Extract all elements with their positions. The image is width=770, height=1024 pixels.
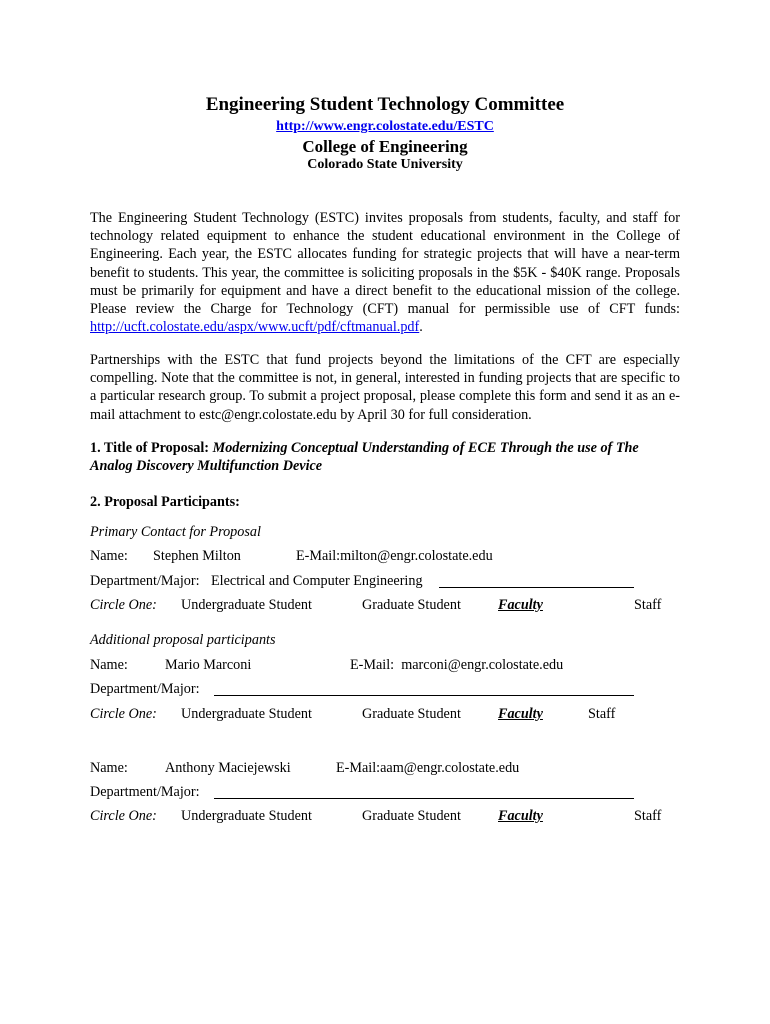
dept-underline — [439, 587, 634, 588]
option-staff[interactable]: Staff — [634, 597, 662, 613]
committee-url[interactable] — [0, 119, 770, 135]
name-label: Name: — [90, 657, 128, 673]
section-2-label: 2. Proposal Participants: — [90, 494, 240, 510]
option-faculty-selected[interactable]: Faculty — [498, 597, 543, 613]
intro-paragraph-1-end: . — [419, 319, 423, 336]
intro-paragraph-2: Partnerships with the ESTC that fund projects beyond the limitations of the CFT are especially compelling. Note that the committee is not, in general, interested in funding projects that are specific to a particular research group. To submit a project proposal, please complete this form and send it as an e-mail attachment to estc@engr.colostate.edu by April 30 for full consideration. — [90, 352, 680, 423]
option-graduate[interactable]: Graduate Student — [362, 808, 461, 824]
option-graduate[interactable]: Graduate Student — [362, 706, 461, 722]
option-undergraduate[interactable]: Undergraduate Student — [181, 808, 312, 824]
option-undergraduate[interactable]: Undergraduate Student — [181, 597, 312, 613]
intro-paragraph-1 — [90, 209, 680, 336]
proposal-title-text-1: Modernizing Conceptual Understanding of ECE Through the use of The — [212, 440, 639, 456]
option-staff[interactable]: Staff — [588, 706, 616, 722]
circle-one-label: Circle One: — [90, 597, 157, 613]
participant-1-name: Stephen Milton — [153, 548, 241, 564]
intro-paragraph-1-text: The Engineering Student Technology (ESTC) invites proposals from students, faculty, and staff for technology related equipment to enhance the student educational environment in the College of Engineering. Each year, the ESTC allocates funding for strategic projects that will have a near-term benefit to students. This year, the committee is soliciting proposals in the $5K - $40K range. Proposals must be primarily for equipment and have a direct benefit to the educational mission of the college. Please review the Charge for Technology (CFT) manual for permissible use of CFT funds: — [90, 210, 680, 318]
dept-label: Department/Major: — [90, 681, 200, 697]
participant-3-name: Anthony Maciejewski — [165, 760, 291, 776]
participant-1-email: E-Mail:milton@engr.colostate.edu — [296, 548, 493, 564]
college-name: College of Engineering — [302, 137, 468, 156]
option-faculty-selected[interactable]: Faculty — [498, 808, 543, 824]
name-label: Name: — [90, 548, 128, 564]
name-label: Name: — [90, 760, 128, 776]
option-faculty-selected[interactable]: Faculty — [498, 706, 543, 722]
cft-manual-link[interactable]: http://ucft.colostate.edu/aspx/www.ucft/pdf/cftmanual.pdf — [90, 319, 420, 336]
option-staff[interactable]: Staff — [634, 808, 662, 824]
committee-url-link[interactable]: http://www.engr.colostate.edu/ESTC — [276, 119, 494, 134]
additional-participants-heading: Additional proposal participants — [90, 632, 276, 648]
option-undergraduate[interactable]: Undergraduate Student — [181, 706, 312, 722]
dept-underline — [214, 798, 634, 799]
document-title: Engineering Student Technology Committee — [205, 94, 565, 115]
circle-one-label: Circle One: — [90, 808, 157, 824]
dept-underline — [214, 695, 634, 696]
section-1-label: 1. Title of Proposal: — [90, 440, 210, 456]
participant-3-email: E-Mail:aam@engr.colostate.edu — [336, 760, 520, 776]
university-name: Colorado State University — [307, 157, 463, 172]
option-graduate[interactable]: Graduate Student — [362, 597, 461, 613]
participant-1-dept: Electrical and Computer Engineering — [211, 573, 423, 589]
participant-2-name: Mario Marconi — [165, 657, 252, 673]
participant-2-email: E-Mail: marconi@engr.colostate.edu — [350, 657, 564, 673]
dept-label: Department/Major: — [90, 573, 200, 589]
proposal-title-line-2: Analog Discovery Multifunction Device — [90, 458, 323, 474]
dept-label: Department/Major: — [90, 784, 200, 800]
proposal-title-line-1 — [90, 440, 639, 457]
primary-contact-heading: Primary Contact for Proposal — [90, 524, 261, 540]
circle-one-label: Circle One: — [90, 706, 157, 722]
